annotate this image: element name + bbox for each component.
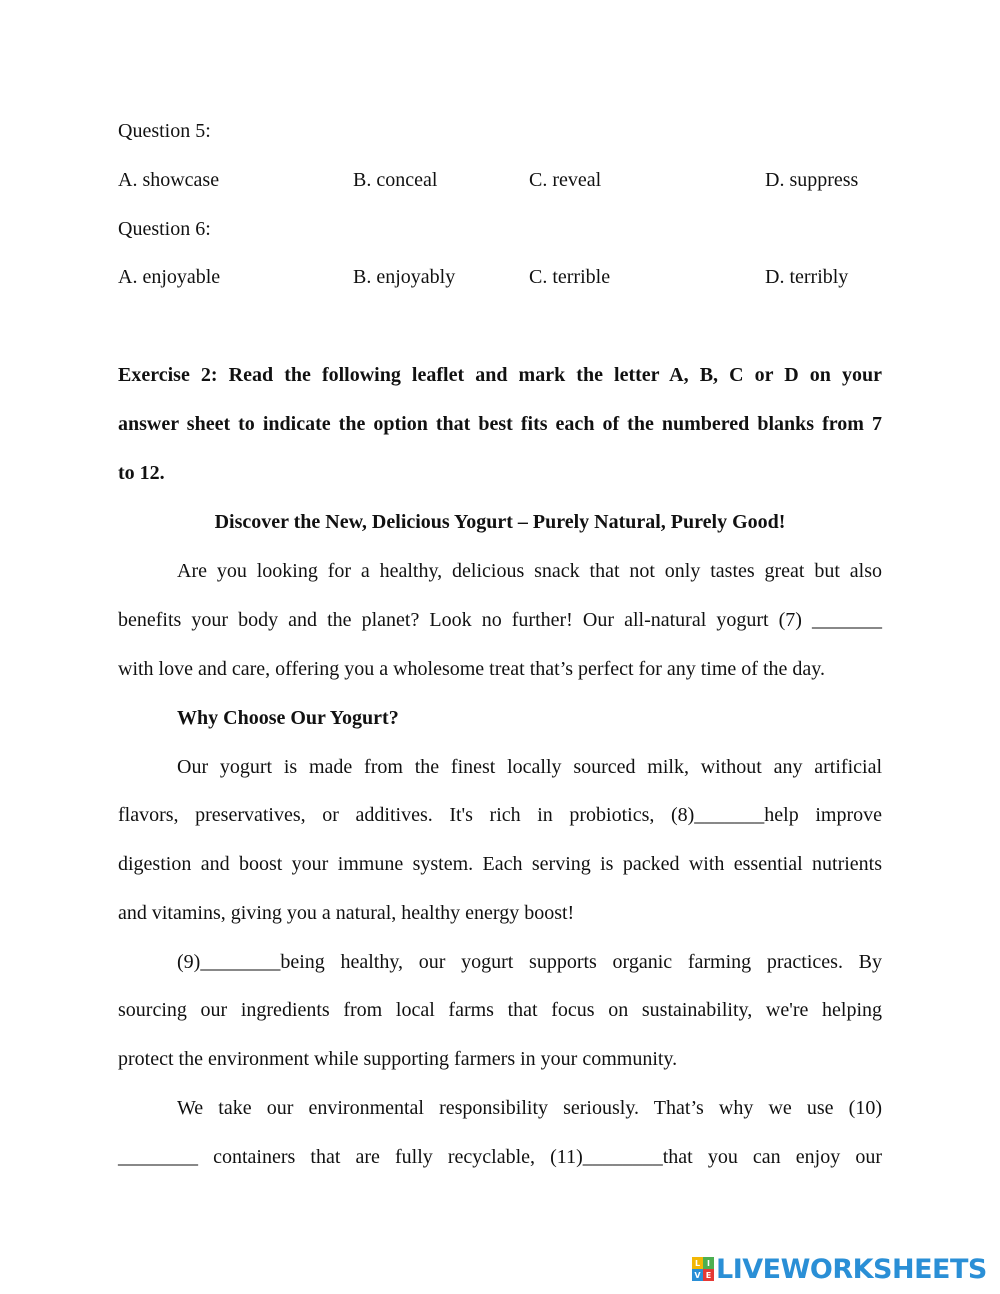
paragraph-2-line-3: digestion and boost your immune system. Each serving is packed with essential nutrients bbox=[118, 853, 882, 875]
question-5-option-d[interactable]: D. suppress bbox=[765, 169, 859, 191]
question-6-option-d[interactable]: D. terribly bbox=[765, 266, 849, 288]
paragraph-2-line-2: flavors, preservatives, or additives. It's rich in probiotics, (8)_______help improve bbox=[118, 804, 882, 826]
exercise-2-instruction-line-2: answer sheet to indicate the option that best fits each of the numbered blanks from 7 bbox=[118, 413, 882, 435]
paragraph-1-line-1: Are you looking for a healthy, delicious snack that not only tastes great but also bbox=[177, 560, 882, 582]
paragraph-1-line-2: benefits your body and the planet? Look no further! Our all-natural yogurt (7) _______ bbox=[118, 609, 882, 631]
question-5-option-a[interactable]: A. showcase bbox=[118, 169, 220, 191]
logo-mark-v: V bbox=[692, 1269, 703, 1281]
logo-mark-l: L bbox=[692, 1257, 703, 1269]
paragraph-3-line-3: protect the environment while supporting farmers in your community. bbox=[118, 1048, 678, 1070]
paragraph-4-line-2: ________ containers that are fully recyclable, (11)________that you can enjoy our bbox=[118, 1146, 882, 1168]
question-6-option-c[interactable]: C. terrible bbox=[529, 266, 611, 288]
question-5-option-c[interactable]: C. reveal bbox=[529, 169, 602, 191]
question-6-label: Question 6: bbox=[118, 218, 211, 240]
paragraph-3-line-1: (9)________being healthy, our yogurt supports organic farming practices. By bbox=[177, 951, 882, 973]
liveworksheets-logo-text: LIVEWORKSHEETS bbox=[716, 1253, 987, 1285]
exercise-2-instruction-line-3: to 12. bbox=[118, 462, 165, 484]
question-5-option-b[interactable]: B. conceal bbox=[353, 169, 438, 191]
paragraph-2-line-1: Our yogurt is made from the finest locally sourced milk, without any artificial bbox=[177, 756, 882, 778]
leaflet-title: Discover the New, Delicious Yogurt – Purely Natural, Purely Good! bbox=[214, 511, 786, 533]
question-6-option-a[interactable]: A. enjoyable bbox=[118, 266, 221, 288]
question-6-option-b[interactable]: B. enjoyably bbox=[353, 266, 456, 288]
liveworksheets-logo bbox=[692, 1252, 987, 1286]
paragraph-2-line-4: and vitamins, giving you a natural, healthy energy boost! bbox=[118, 902, 575, 924]
question-5-label: Question 5: bbox=[118, 120, 211, 142]
paragraph-1-line-3: with love and care, offering you a wholesome treat that’s perfect for any time of the day. bbox=[118, 658, 825, 680]
exercise-2-instruction-line-1: Exercise 2: Read the following leaflet and mark the letter A, B, C or D on your bbox=[118, 364, 882, 386]
logo-mark-i: I bbox=[703, 1257, 714, 1269]
paragraph-4-line-1: We take our environmental responsibility seriously. That’s why we use (10) bbox=[177, 1097, 882, 1119]
logo-mark-e: E bbox=[703, 1269, 714, 1281]
leaflet-subheading: Why Choose Our Yogurt? bbox=[177, 707, 399, 729]
liveworksheets-logo-icon bbox=[692, 1257, 714, 1281]
paragraph-3-line-2: sourcing our ingredients from local farms that focus on sustainability, we're helping bbox=[118, 999, 882, 1021]
